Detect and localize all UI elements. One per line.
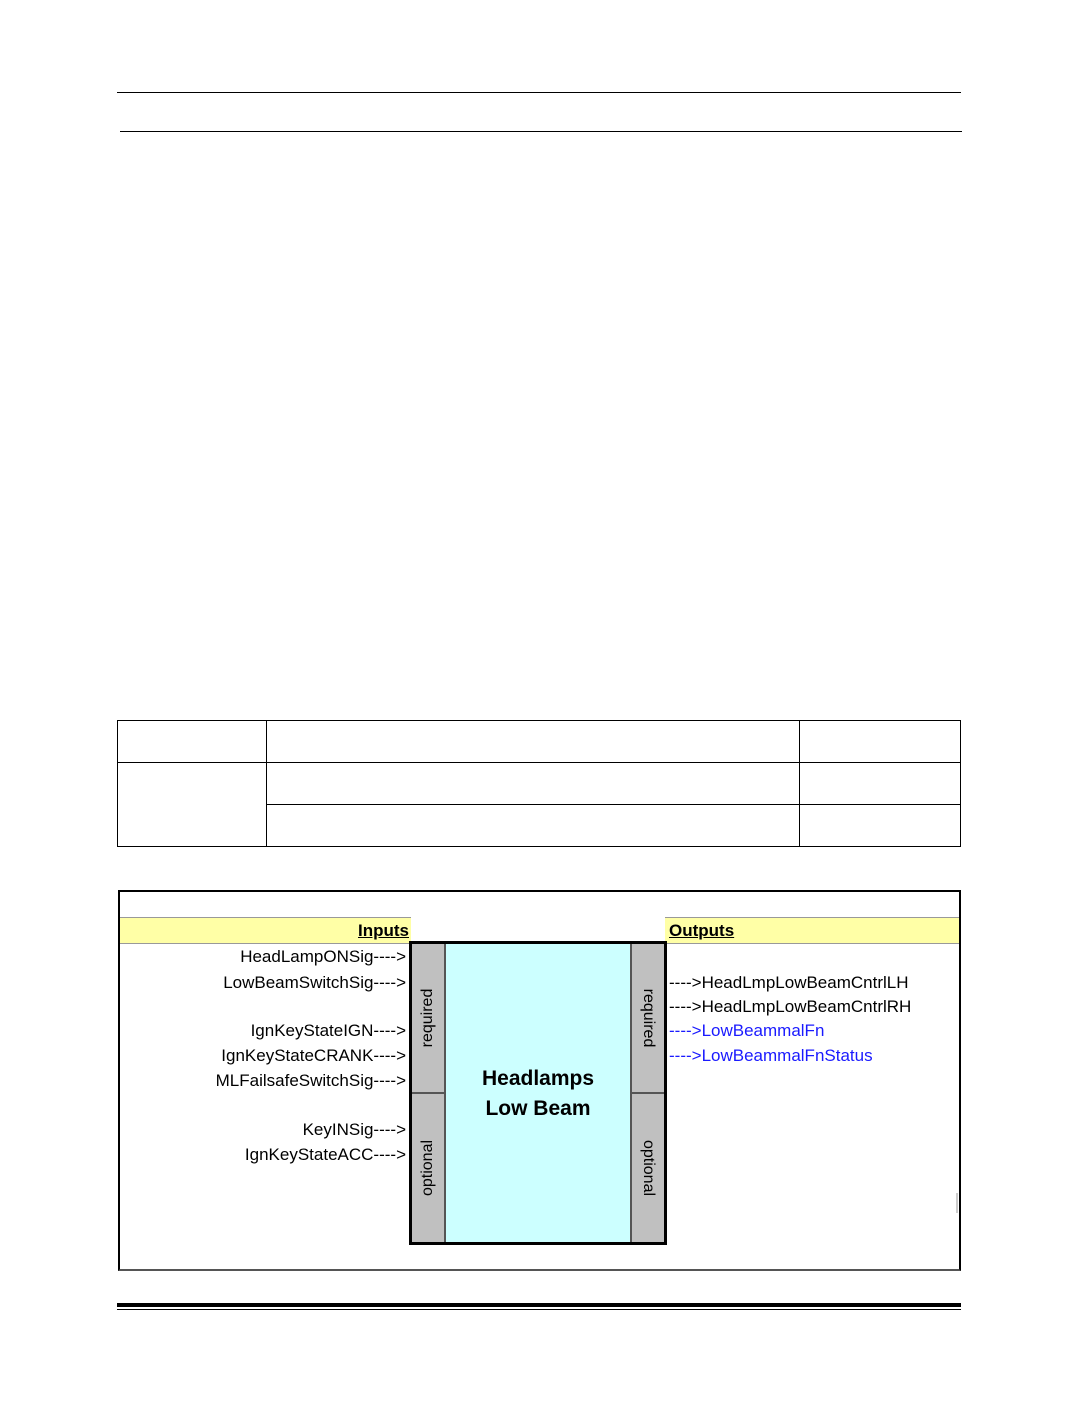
right-side-separator xyxy=(632,1092,664,1094)
output-signal-link[interactable]: ---->LowBeammalFnStatus xyxy=(669,1046,873,1065)
right-required-label: required xyxy=(640,988,657,1048)
left-required-label: required xyxy=(419,988,436,1048)
block-title-line1: Headlamps xyxy=(481,1067,595,1090)
left-optional-label: optional xyxy=(419,1139,436,1197)
outputs-title: Outputs xyxy=(669,921,735,940)
table-cell xyxy=(799,720,961,763)
table-cell xyxy=(266,720,800,763)
header-rule-top xyxy=(117,92,961,93)
input-signal: IgnKeyStateACC----> xyxy=(244,1145,406,1164)
table-cell xyxy=(117,762,267,847)
function-block xyxy=(409,941,667,1245)
input-signal: KeyINSig----> xyxy=(302,1120,406,1139)
right-side-column xyxy=(630,944,664,1242)
footer-rule-thin xyxy=(117,1309,961,1310)
table-cell xyxy=(266,762,800,805)
inputs-title: Inputs xyxy=(358,921,409,940)
outputs-band xyxy=(665,917,959,944)
input-signal: IgnKeyStateCRANK----> xyxy=(221,1046,406,1065)
input-signal: LowBeamSwitchSig----> xyxy=(223,973,406,992)
block-title-line2: Low Beam xyxy=(485,1097,591,1120)
table-cell xyxy=(117,720,267,763)
output-signal: ---->HeadLmpLowBeamCntrlRH xyxy=(669,997,912,1016)
left-side-column xyxy=(412,944,446,1242)
output-signal: ---->HeadLmpLowBeamCntrlLH xyxy=(669,973,909,992)
output-signal-link[interactable]: ---->LowBeammalFn xyxy=(669,1021,825,1040)
footer-rule-thick xyxy=(117,1303,961,1307)
input-signal: IgnKeyStateIGN----> xyxy=(250,1021,406,1040)
input-signal: MLFailsafeSwitchSig----> xyxy=(215,1071,406,1090)
left-side-separator xyxy=(412,1092,444,1094)
right-optional-label: optional xyxy=(640,1139,657,1197)
empty-table xyxy=(117,720,961,847)
table-cell xyxy=(266,804,800,847)
table-cell xyxy=(799,804,961,847)
header-rule-bottom xyxy=(120,131,962,132)
table-cell xyxy=(799,762,961,805)
inputs-band xyxy=(120,917,411,944)
block-title xyxy=(447,1064,629,1124)
input-signal: HeadLampONSig----> xyxy=(240,947,406,966)
scrollbar-mark xyxy=(956,1193,958,1213)
